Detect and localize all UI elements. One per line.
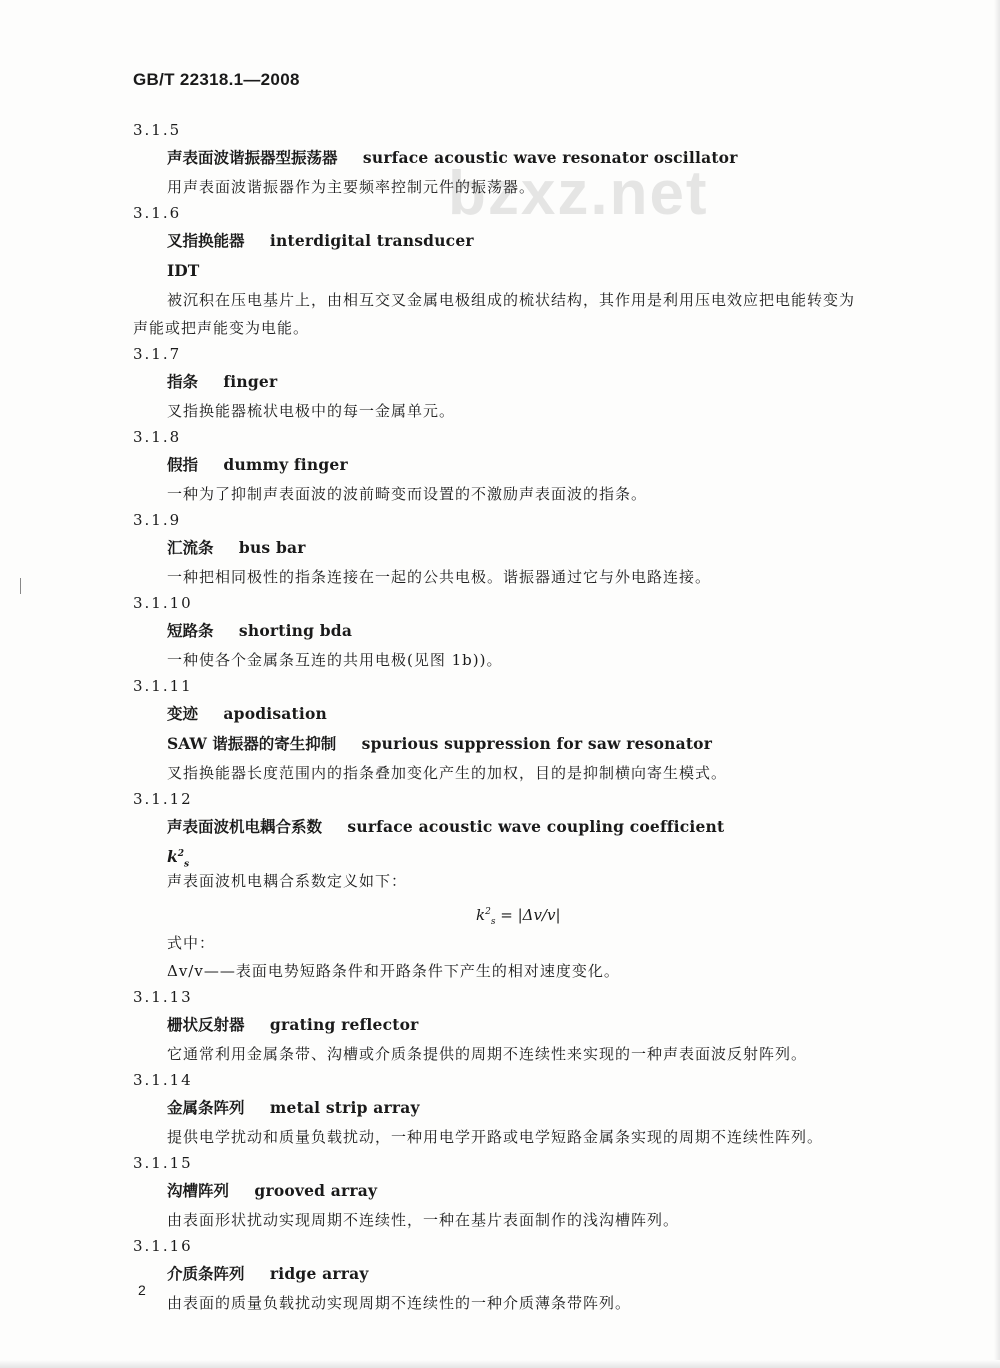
term-zh: 短路条 xyxy=(167,621,214,640)
term-en: bus bar xyxy=(238,538,306,557)
term-zh: 沟槽阵列 xyxy=(167,1181,230,1200)
term-line xyxy=(167,1010,1000,1040)
term-line xyxy=(167,1176,1000,1206)
clause-number: 3.1.7 xyxy=(133,345,182,363)
term-en: apodisation xyxy=(223,704,327,723)
formula xyxy=(476,895,1000,929)
definition-continued: 声能或把声能变为电能。 xyxy=(133,319,310,337)
formula-lhs-subscript: s xyxy=(490,917,496,927)
definition: 一种把相同极性的指条连接在一起的公共电极。谐振器通过它与外电路连接。 xyxy=(167,568,712,586)
term-en: interdigital transducer xyxy=(269,231,474,250)
definition: 由表面形状扰动实现周期不连续性，一种在基片表面制作的浅沟槽阵列。 xyxy=(167,1211,680,1229)
clause-number: 3.1.5 xyxy=(133,121,182,139)
term-line xyxy=(167,616,1000,646)
term-line-alternate xyxy=(167,729,1000,759)
page-number: 2 xyxy=(138,1282,146,1298)
term-line xyxy=(167,812,1000,842)
symbol-base: k xyxy=(167,847,178,867)
watermark: bzxz.net xyxy=(448,159,709,228)
definition: 一种使各个金属条互连的共用电极(见图 1b))。 xyxy=(167,651,503,669)
term-zh: 叉指换能器 xyxy=(167,231,245,250)
formula-rhs: = |Δv/v| xyxy=(500,906,561,924)
term-en: metal strip array xyxy=(269,1098,420,1117)
where-definition: Δv/v——表面电势短路条件和开路条件下产生的相对速度变化。 xyxy=(167,962,620,980)
clause-number: 3.1.13 xyxy=(133,988,193,1006)
standard-header: GB/T 22318.1—2008 xyxy=(133,70,300,89)
clause-number: 3.1.9 xyxy=(133,511,182,529)
clause-number: 3.1.6 xyxy=(133,204,182,222)
term-en: grooved array xyxy=(254,1181,378,1200)
definition: 声表面波机电耦合系数定义如下： xyxy=(167,872,408,890)
definition: 叉指换能器长度范围内的指条叠加变化产生的加权，目的是抑制横向寄生模式。 xyxy=(167,764,728,782)
term-zh: 声表面波机电耦合系数 xyxy=(167,817,323,836)
term-zh: 介质条阵列 xyxy=(167,1264,245,1283)
clause-number: 3.1.14 xyxy=(133,1071,193,1089)
clause-number: 3.1.8 xyxy=(133,428,182,446)
definition: 它通常利用金属条带、沟槽或介质条提供的周期不连续性来实现的一种声表面波反射阵列。 xyxy=(167,1045,808,1063)
definition: 叉指换能器梳状电极中的每一金属单元。 xyxy=(167,402,456,420)
definition: 被沉积在压电基片上，由相互交叉金属电极组成的梳状结构，其作用是利用压电效应把电能转变为 xyxy=(167,291,856,309)
term-zh: 栅状反射器 xyxy=(167,1015,245,1034)
term-line xyxy=(167,143,1000,173)
symbol-subscript: s xyxy=(184,859,190,870)
term-en: dummy finger xyxy=(223,455,348,474)
symbol-superscript: 2 xyxy=(177,849,185,859)
term-line xyxy=(167,1093,1000,1123)
formula-lhs: k xyxy=(476,906,486,924)
term-line xyxy=(167,226,1000,256)
clause-number: 3.1.11 xyxy=(133,677,193,695)
formula-lhs-superscript: 2 xyxy=(485,907,491,917)
term-en: shorting bda xyxy=(238,621,353,640)
term-zh-alternate: SAW 谐振器的寄生抑制 xyxy=(167,734,337,753)
term-en: surface acoustic wave resonator oscillator xyxy=(362,148,738,167)
term-zh: 金属条阵列 xyxy=(167,1098,245,1117)
clause-number: 3.1.15 xyxy=(133,1154,193,1172)
term-line xyxy=(167,699,1000,729)
term-abbreviation: IDT xyxy=(167,261,200,280)
term-en-alternate: spurious suppression for saw resonator xyxy=(361,734,713,753)
definition: 一种为了抑制声表面波的波前畸变而设置的不激励声表面波的指条。 xyxy=(167,485,648,503)
term-zh: 假指 xyxy=(167,455,199,474)
term-zh: 声表面波谐振器型振荡器 xyxy=(167,148,338,167)
term-line xyxy=(167,450,1000,480)
term-line xyxy=(167,533,1000,563)
page-edge-bottom xyxy=(0,1360,1000,1368)
term-line xyxy=(167,1259,1000,1289)
definition: 用声表面波谐振器作为主要频率控制元件的振荡器。 xyxy=(167,178,536,196)
term-en: surface acoustic wave coupling coefficient xyxy=(347,817,725,836)
term-en: finger xyxy=(223,372,278,391)
clause-number: 3.1.12 xyxy=(133,790,193,808)
term-line xyxy=(167,367,1000,397)
definitions-list xyxy=(0,118,1000,1317)
clause-number: 3.1.10 xyxy=(133,594,193,612)
term-en: grating reflector xyxy=(269,1015,419,1034)
where-label: 式中： xyxy=(167,934,216,952)
clause-number: 3.1.16 xyxy=(133,1237,193,1255)
definition: 由表面的质量负载扰动实现周期不连续性的一种介质薄条带阵列。 xyxy=(167,1294,632,1312)
term-zh: 变迹 xyxy=(167,704,199,723)
term-zh: 汇流条 xyxy=(167,538,214,557)
term-en: ridge array xyxy=(269,1264,369,1283)
term-zh: 指条 xyxy=(167,372,199,391)
definition: 提供电学扰动和质量负载扰动，一种用电学开路或电学短路金属条实现的周期不连续性阵列。 xyxy=(167,1128,824,1146)
term-symbol xyxy=(167,842,1000,870)
